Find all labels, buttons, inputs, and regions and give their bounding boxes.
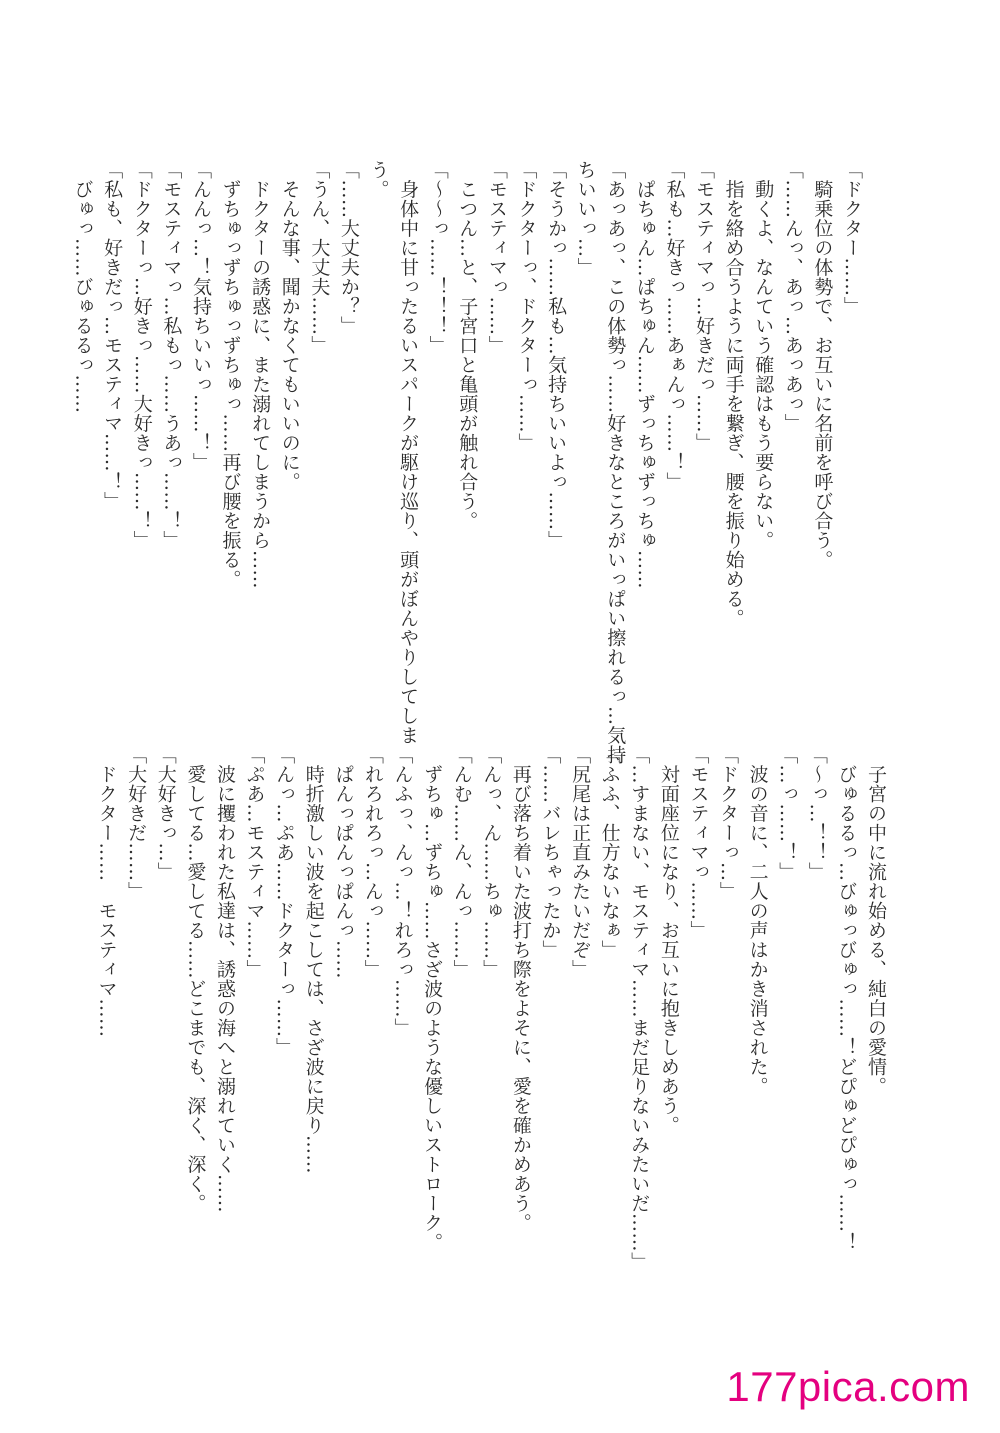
- text-line: ちいいっ…」: [574, 160, 597, 277]
- text-block-top: [71, 160, 866, 765]
- text-line: 愛してる…愛してる……どこまでも、深く、深く。: [184, 745, 207, 1213]
- text-line: 「んっ、ん……ちゅ……」: [480, 745, 503, 979]
- text-line: 「大好きっ…」: [154, 745, 177, 882]
- text-line: 波に攫われた私達は、誘惑の海へと溺れていく……: [213, 745, 236, 1213]
- text-line: 「〜〜っ……！！！」: [426, 160, 449, 355]
- text-line: 「うん、大丈夫……」: [308, 160, 331, 355]
- text-line: 時折激しい波を起こしては、さざ波に戻り……: [302, 745, 325, 1174]
- text-line: 身体中に甘ったるいスパークが駆け巡り、頭がぼんやりしてしま: [397, 160, 420, 745]
- text-line: 「モスティマっ……」: [687, 745, 710, 940]
- text-line: 指を絡め合うように両手を繋ぎ、腰を振り始める。: [722, 160, 745, 628]
- text-line: 「…すまない、モスティマ……まだ足りないみたいだ……」: [628, 745, 651, 1272]
- text-line: 「ドクターっ…好きっ……大好きっ……！」: [130, 160, 153, 550]
- text-line: 「…っ……！」: [776, 745, 799, 882]
- text-line: 「ふふ、仕方ないなぁ」: [598, 745, 621, 960]
- text-line: 対面座位になり、お互いに抱きしめあう。: [657, 745, 680, 1135]
- text-line: ぱちゅん…ぱちゅん……ずっちゅずっちゅ……: [633, 160, 656, 589]
- text-line: 「モスティマっ…好きだっ……」: [693, 160, 716, 453]
- text-line: びゅるるっ…びゅっびゅっ……！どぴゅどぴゅっ……！: [835, 745, 858, 1252]
- text-line: 「ドクターっ…」: [717, 745, 740, 901]
- text-line: ずちゅ…ずちゅ……さざ波のような優しいストローク。: [421, 745, 444, 1252]
- text-line: 「れろれろっ…んっ……」: [361, 745, 384, 979]
- text-line: 「んむ……ん、んっ……」: [450, 745, 473, 979]
- text-line: こつん…と、子宮口と亀頭が触れ合う。: [456, 160, 479, 531]
- watermark-text: 177pica.com: [726, 1363, 970, 1410]
- text-line: 「ぷあ…モスティマ……」: [243, 745, 266, 979]
- text-line: 波の音に、二人の声はかき消された。: [746, 745, 769, 1096]
- text-line: 「そうかっ……私も…気持ちいいよっ……」: [545, 160, 568, 550]
- text-line: 子宮の中に流れ始める、純白の愛情。: [865, 745, 887, 1096]
- text-line: 「……んっ、あっ…あっあっ」: [781, 160, 804, 433]
- text-line: 「大好きだ……」: [125, 745, 148, 901]
- text-line: 「モスティマっ…私もっ……うあっ……！」: [160, 160, 183, 550]
- text-line: 騎乗位の体勢で、お互いに名前を呼び合う。: [811, 160, 834, 570]
- text-line: 「ドクターっ、ドクターっ……」: [515, 160, 538, 453]
- text-line: ドクターの誘惑に、また溺れてしまうから……: [249, 160, 272, 589]
- text-line: びゅっ……びゅるるっ……: [71, 160, 94, 414]
- text-line: 「んふっ、んっ…！れろっ……」: [391, 745, 414, 1038]
- text-line: 「尻尾は正直みたいだぞ」: [569, 745, 592, 979]
- text-line: そんな事、聞かなくてもいいのに。: [278, 160, 301, 492]
- text-line: 「〜っ…！！」: [805, 745, 828, 882]
- text-line: 「あっあっ、この体勢っ……好きなところがいっぱい擦れるっ…気持: [604, 160, 627, 765]
- text-line: 「ドクター……」: [841, 160, 863, 316]
- text-line: 動くよ、なんていう確認はもう要らない。: [752, 160, 775, 550]
- text-line: 「私も…好きっ……あぁんっ……！」: [663, 160, 686, 492]
- text-line: 「私も、好きだっ…モスティマ……！」: [101, 160, 124, 511]
- text-line: う。: [367, 160, 390, 199]
- text-line: 「んっ…ぷあ……ドクターっ……」: [273, 745, 296, 1057]
- text-line: 再び落ち着いた波打ち際をよそに、愛を確かめあう。: [509, 745, 532, 1233]
- text-line: 「……大丈夫か？」: [337, 160, 360, 336]
- text-block-bottom: [95, 745, 890, 1305]
- text-line: 「モスティマっ……」: [485, 160, 508, 355]
- text-line: 「んんっ…！気持ちいいっ……！」: [189, 160, 212, 472]
- text-line: ずちゅっずちゅっずちゅっ……再び腰を振る。: [219, 160, 242, 589]
- text-line: ぱんっぱんっぱんっ……: [332, 745, 355, 979]
- text-line: 「……バレちゃったか」: [539, 745, 562, 960]
- text-line: ドクター…… モスティマ……: [95, 745, 118, 1038]
